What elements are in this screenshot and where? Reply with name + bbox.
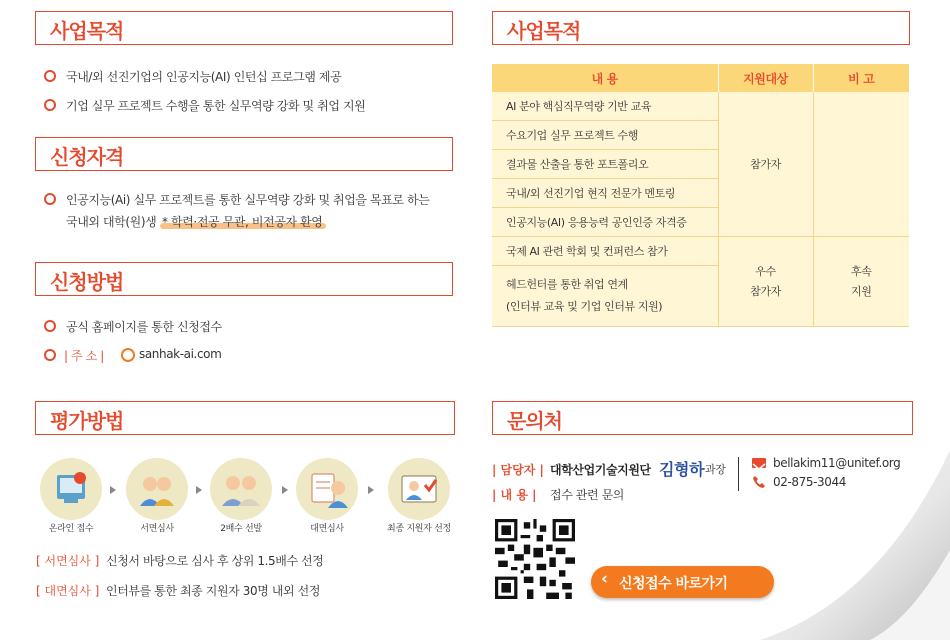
purpose-table-title: 사업목적: [507, 19, 581, 43]
note-line: 후속: [851, 264, 872, 278]
qr-code[interactable]: [495, 519, 575, 599]
bullet-icon: [44, 70, 56, 82]
bullet-icon: [44, 99, 56, 111]
step-label: 최종 지원자 선정: [387, 524, 451, 534]
table-row: [492, 237, 909, 266]
manager-tag: | 담당자 |: [492, 463, 544, 477]
document-review-icon: [126, 458, 188, 520]
contact-content: 접수 관련 문의: [550, 488, 624, 502]
bullet-icon: [44, 193, 56, 205]
chevron-right-icon: [196, 486, 202, 494]
contact-divider: [738, 457, 739, 491]
homepage-link[interactable]: sanhak-ai.com: [139, 347, 222, 361]
table-row: [492, 92, 909, 121]
method-section-header: [35, 262, 453, 296]
address-label: | 주 소 |: [64, 349, 104, 363]
eligibility-section-header: [35, 137, 453, 171]
note-cell: [813, 92, 909, 237]
eval-note-tag: [ 서면심사 ]: [36, 554, 100, 568]
table-header: 지원대상: [718, 64, 813, 92]
eligibility-line2: 국내외 대학(원)생: [66, 215, 157, 229]
interview-icon: [296, 458, 358, 520]
table-cell: [492, 266, 718, 327]
contact-section-header: [492, 401, 913, 435]
table-cell-line: (인터뷰 교육 및 기업 인터뷰 지원): [506, 300, 663, 313]
eligibility-note: * 학력·전공 무관, 비전공자 환영: [162, 215, 323, 229]
selection-icon: [210, 458, 272, 520]
target-cell: 참가자: [718, 92, 813, 237]
purpose-section-header: [35, 11, 453, 45]
step-label: 온라인 접수: [48, 524, 94, 534]
purpose-title: 사업목적: [50, 19, 124, 43]
contact-title: 문의처: [507, 409, 562, 433]
method-title: 신청방법: [50, 270, 124, 294]
content-tag: | 내 용 |: [492, 488, 537, 502]
contact-name: 김형하: [659, 460, 705, 479]
method-item: 공식 홈페이지를 통한 신청접수: [66, 320, 222, 334]
table-cell: AI 분야 핵심직무역량 기반 교육: [492, 92, 718, 121]
contact-position: 과장: [705, 463, 726, 476]
eval-note-text: 인터뷰를 통한 최종 지원자 30명 내외 선정: [106, 584, 321, 598]
eval-note-tag: [ 대면심사 ]: [36, 584, 100, 598]
apply-button-label: 신청접수 바로가기: [619, 576, 728, 592]
target-cell: [718, 237, 813, 327]
table-cell: 인공지능(AI) 응용능력 공인인증 자격증: [492, 208, 718, 237]
table-cell-line: 헤드헌터를 통한 취업 연계: [506, 278, 628, 291]
purpose-table-section-header: [492, 11, 910, 45]
table-cell: 결과물 산출을 통한 포트폴리오: [492, 150, 718, 179]
step-label: 대면심사: [310, 524, 344, 534]
contact-email[interactable]: bellakim11@unitef.org: [773, 456, 901, 470]
final-selection-icon: [388, 458, 450, 520]
eval-note-text: 신청서 바탕으로 심사 후 상위 1.5배수 선정: [106, 554, 324, 568]
evaluation-section-header: [35, 401, 455, 435]
step-label: 서면심사: [140, 524, 174, 534]
online-application-icon: [40, 458, 102, 520]
chevron-left-icon: ‹: [601, 569, 609, 589]
table-cell: 수요기업 실무 프로젝트 수행: [492, 121, 718, 150]
bullet-icon: [44, 349, 56, 361]
purpose-item: 기업 실무 프로젝트 수행을 통한 실무역량 강화 및 취업 지원: [66, 99, 366, 113]
target-line: 참가자: [750, 284, 781, 298]
eligibility-line1: 인공지능(Ai) 실무 프로젝트를 통한 실무역량 강화 및 취업을 목표로 하는: [66, 193, 430, 207]
contact-org: 대학산업기술지원단: [550, 463, 651, 477]
page-curl-decoration: [760, 450, 950, 640]
chevron-right-icon: [282, 486, 288, 494]
table-header: 내 용: [492, 64, 718, 92]
purpose-item: 국내/외 선진기업의 인공지능(AI) 인턴십 프로그램 제공: [66, 70, 342, 84]
chevron-right-icon: [368, 486, 374, 494]
table-header-row: [492, 64, 909, 92]
eligibility-title: 신청자격: [50, 145, 124, 169]
table-header: 비 고: [813, 64, 909, 92]
purpose-table: [492, 64, 909, 327]
apply-button[interactable]: [591, 566, 774, 598]
evaluation-title: 평가방법: [50, 409, 124, 433]
contact-phone: 02-875-3044: [773, 475, 846, 489]
step-label: 2배수 선발: [220, 524, 262, 534]
bullet-icon: [44, 320, 56, 332]
note-line: 지원: [851, 284, 872, 298]
target-line: 우수: [755, 264, 776, 278]
web-icon: [121, 348, 135, 362]
table-cell: 국제 AI 관련 학회 및 컨퍼런스 참가: [492, 237, 718, 266]
table-cell: 국내/외 선진기업 현직 전문가 멘토링: [492, 179, 718, 208]
chevron-right-icon: [110, 486, 116, 494]
note-cell: [813, 237, 909, 327]
